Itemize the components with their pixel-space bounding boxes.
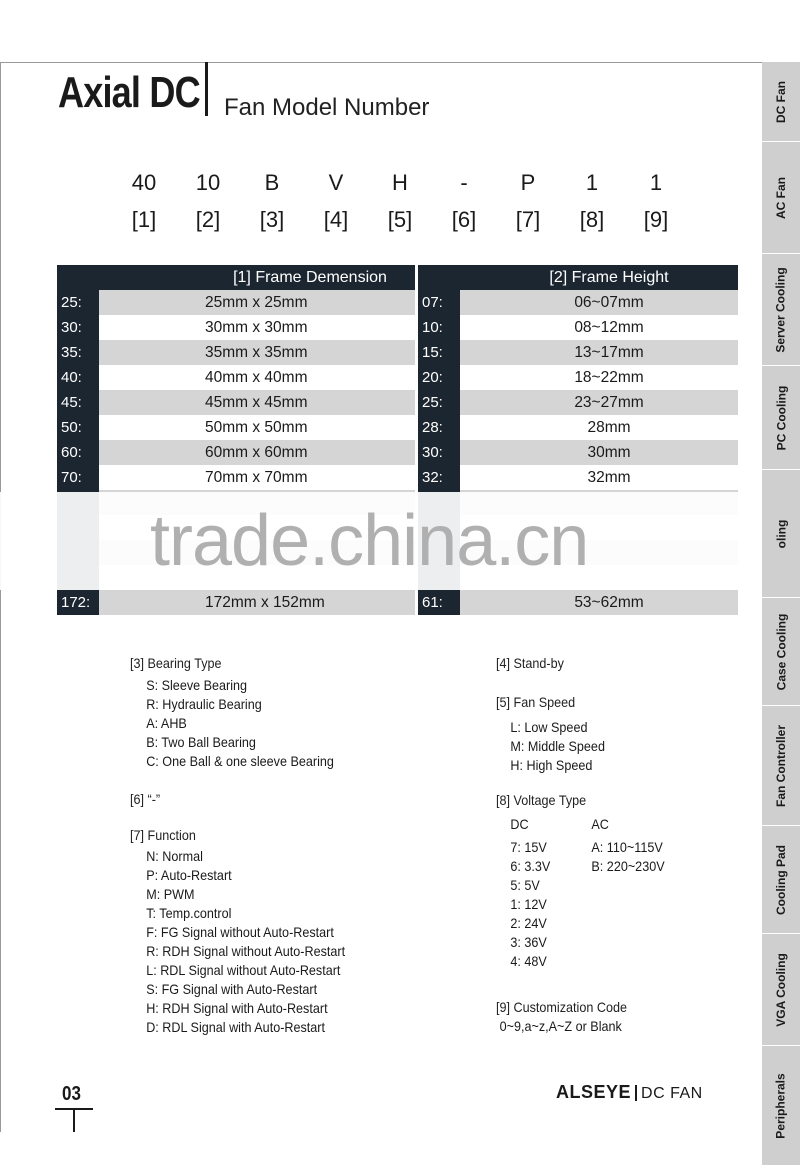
row-code: 25: xyxy=(57,290,99,315)
list-item: M: Middle Speed xyxy=(510,738,605,754)
list-item: 7: 15V xyxy=(510,839,547,855)
list-item: C: One Ball & one sleeve Bearing xyxy=(146,753,334,769)
row-value: 13~17mm xyxy=(460,340,738,365)
table-row xyxy=(57,415,415,440)
row-code: 60: xyxy=(57,440,99,465)
list-item: S: Sleeve Bearing xyxy=(146,677,248,693)
table-row xyxy=(57,440,415,465)
standby-section xyxy=(496,654,564,673)
list-item: 5: 5V xyxy=(510,877,540,893)
list-item: 3: 36V xyxy=(510,934,547,950)
sidebar-tab-label: Server Cooling xyxy=(774,266,789,353)
row-code: 10: xyxy=(418,315,460,340)
table-row xyxy=(418,390,738,415)
model-index: [4] xyxy=(323,207,349,232)
model-index: [6] xyxy=(451,207,477,232)
row-code: 30: xyxy=(418,440,460,465)
page-number-tick xyxy=(73,1108,75,1132)
list-item: H: RDH Signal with Auto-Restart xyxy=(146,1000,328,1016)
table-row xyxy=(57,340,415,365)
list-item: L: Low Speed xyxy=(510,719,588,735)
row-code: 30: xyxy=(57,315,99,340)
row-code: 25: xyxy=(418,390,460,415)
page-border-left xyxy=(0,62,1,1132)
model-index: [9] xyxy=(643,207,669,232)
sidebar-tab[interactable] xyxy=(762,62,800,142)
customization-section xyxy=(496,998,627,1036)
section-heading: [7] Function xyxy=(130,827,196,843)
dash-section xyxy=(130,790,160,809)
sidebar-tab-label: Peripherals xyxy=(774,1072,788,1139)
list-item: B: Two Ball Bearing xyxy=(146,734,256,750)
list-item: R: Hydraulic Bearing xyxy=(146,696,262,712)
watermark: trade.china.cn xyxy=(150,501,589,581)
frame-dimension-header: [1] Frame Demension xyxy=(233,269,387,286)
model-index: [1] xyxy=(131,207,157,232)
sidebar-tab[interactable] xyxy=(762,254,800,366)
voltage-section xyxy=(496,791,665,971)
row-code: 172: xyxy=(57,590,99,615)
row-value: 08~12mm xyxy=(460,315,738,340)
list-item: D: RDL Signal with Auto-Restart xyxy=(146,1019,326,1035)
sidebar-tab-label: oling xyxy=(773,519,788,548)
list-item: 1: 12V xyxy=(510,896,547,912)
model-part: B xyxy=(264,170,280,195)
table-row xyxy=(418,590,738,615)
row-code: 15: xyxy=(418,340,460,365)
table-row xyxy=(418,290,738,315)
model-index: [3] xyxy=(259,207,285,232)
ac-voltage-list xyxy=(591,838,664,876)
row-value: 32mm xyxy=(460,465,738,490)
category-sidebar xyxy=(762,62,800,1139)
page-number: 03 xyxy=(62,1083,81,1105)
row-value: 53~62mm xyxy=(460,590,738,615)
row-value: 40mm x 40mm xyxy=(99,365,415,390)
table-header xyxy=(418,265,738,290)
list-item: P: Auto-Restart xyxy=(146,867,232,883)
model-index: [7] xyxy=(515,207,541,232)
fan-speed-list xyxy=(496,718,605,775)
section-heading: [9] Customization Code xyxy=(496,999,627,1015)
list-item: A: 110~115V xyxy=(591,839,663,855)
model-index: [8] xyxy=(579,207,605,232)
page-border-top xyxy=(0,62,800,63)
section-heading: [5] Fan Speed xyxy=(496,694,576,710)
list-item: 6: 3.3V xyxy=(510,858,551,874)
row-code: 35: xyxy=(57,340,99,365)
table-header xyxy=(57,265,415,290)
bearing-list xyxy=(130,676,334,771)
row-value: 45mm x 45mm xyxy=(99,390,415,415)
sidebar-tab[interactable] xyxy=(762,1046,800,1166)
table-row xyxy=(57,315,415,340)
section-heading: [4] Stand-by xyxy=(496,655,564,671)
list-item: S: FG Signal with Auto-Restart xyxy=(146,981,318,997)
table-row xyxy=(57,390,415,415)
row-value: 18~22mm xyxy=(460,365,738,390)
model-part: - xyxy=(460,170,468,195)
row-code: 70: xyxy=(57,465,99,490)
table-row xyxy=(57,590,415,615)
section-heading: [3] Bearing Type xyxy=(130,655,222,671)
table-row xyxy=(418,315,738,340)
model-number-indices xyxy=(112,207,692,243)
sidebar-tab-label: AC Fan xyxy=(774,176,788,219)
bearing-type-section xyxy=(130,654,334,771)
function-section xyxy=(130,826,345,1037)
row-value: 30mm xyxy=(460,440,738,465)
ac-label: AC xyxy=(591,816,609,832)
row-code: 61: xyxy=(418,590,460,615)
page-title: Axial DC xyxy=(58,68,200,117)
title-divider xyxy=(205,62,208,116)
model-index: [2] xyxy=(195,207,221,232)
row-value: 23~27mm xyxy=(460,390,738,415)
brand-name: ALSEYE xyxy=(556,1082,632,1102)
list-item: R: RDH Signal without Auto-Restart xyxy=(146,943,346,959)
model-index: [5] xyxy=(387,207,413,232)
row-code: 20: xyxy=(418,365,460,390)
row-value: 35mm x 35mm xyxy=(99,340,415,365)
row-value: 25mm x 25mm xyxy=(99,290,415,315)
table-row xyxy=(418,465,738,490)
sidebar-tab-label: VGA Cooling xyxy=(774,952,789,1027)
sidebar-tab[interactable] xyxy=(762,366,800,470)
sidebar-tab-label: DC Fan xyxy=(774,80,788,123)
brand-product: DC FAN xyxy=(641,1085,703,1102)
table-row xyxy=(57,290,415,315)
row-code: 07: xyxy=(418,290,460,315)
table-row xyxy=(418,440,738,465)
row-code: 32: xyxy=(418,465,460,490)
row-value: 70mm x 70mm xyxy=(99,465,415,490)
list-item: A: AHB xyxy=(146,715,187,731)
sidebar-tab[interactable] xyxy=(762,142,800,254)
table-row xyxy=(57,465,415,490)
model-part: H xyxy=(392,170,408,195)
model-part: 1 xyxy=(649,170,663,195)
row-code: 28: xyxy=(418,415,460,440)
table-row xyxy=(57,365,415,390)
row-code: 45: xyxy=(57,390,99,415)
table-row xyxy=(418,415,738,440)
row-code: 50: xyxy=(57,415,99,440)
sidebar-tab[interactable] xyxy=(762,934,800,1046)
model-part: V xyxy=(328,170,344,195)
row-code: 40: xyxy=(57,365,99,390)
dc-voltage-list xyxy=(510,838,591,971)
list-item: 4: 48V xyxy=(510,953,547,969)
section-heading: [8] Voltage Type xyxy=(496,792,587,808)
model-part: P xyxy=(520,170,536,195)
list-item: M: PWM xyxy=(146,886,195,902)
sidebar-tab-label: Case Cooling xyxy=(774,613,788,690)
row-value: 06~07mm xyxy=(460,290,738,315)
sidebar-tab[interactable] xyxy=(762,706,800,826)
list-item: 2: 24V xyxy=(510,915,547,931)
row-value: 172mm x 152mm xyxy=(99,590,415,615)
model-part: 1 xyxy=(585,170,599,195)
table-row xyxy=(418,365,738,390)
dc-label: DC xyxy=(510,816,529,832)
row-value: 30mm x 30mm xyxy=(99,315,415,340)
row-value: 50mm x 50mm xyxy=(99,415,415,440)
sidebar-tab-label: Cooling Pad xyxy=(774,844,788,915)
customization-value: 0~9,a~z,A~Z or Blank xyxy=(499,1018,622,1034)
list-item: N: Normal xyxy=(146,848,203,864)
list-item: H: High Speed xyxy=(510,757,593,773)
model-part: 10 xyxy=(195,170,221,195)
list-item: B: 220~230V xyxy=(591,858,665,874)
brand-logo xyxy=(556,1082,703,1103)
sidebar-tab[interactable] xyxy=(762,598,800,706)
list-item: T: Temp.control xyxy=(146,905,232,921)
row-value: 60mm x 60mm xyxy=(99,440,415,465)
sidebar-tab[interactable] xyxy=(762,826,800,934)
sidebar-tab-label: Fan Controller xyxy=(774,724,789,807)
frame-height-header: [2] Frame Height xyxy=(549,269,669,286)
model-part: 40 xyxy=(131,170,157,195)
section-heading: [6] “-” xyxy=(130,791,161,807)
table-row xyxy=(418,340,738,365)
sidebar-tab[interactable] xyxy=(762,470,800,598)
list-item: L: RDL Signal without Auto-Restart xyxy=(146,962,341,978)
sidebar-tab-label: PC Cooling xyxy=(774,385,789,450)
function-list xyxy=(130,847,345,1037)
list-item: F: FG Signal without Auto-Restart xyxy=(146,924,334,940)
model-number-parts xyxy=(112,170,692,206)
page-subtitle: Fan Model Number xyxy=(224,94,430,121)
fan-speed-section xyxy=(496,693,605,775)
row-value: 28mm xyxy=(460,415,738,440)
brand-divider xyxy=(635,1085,637,1101)
